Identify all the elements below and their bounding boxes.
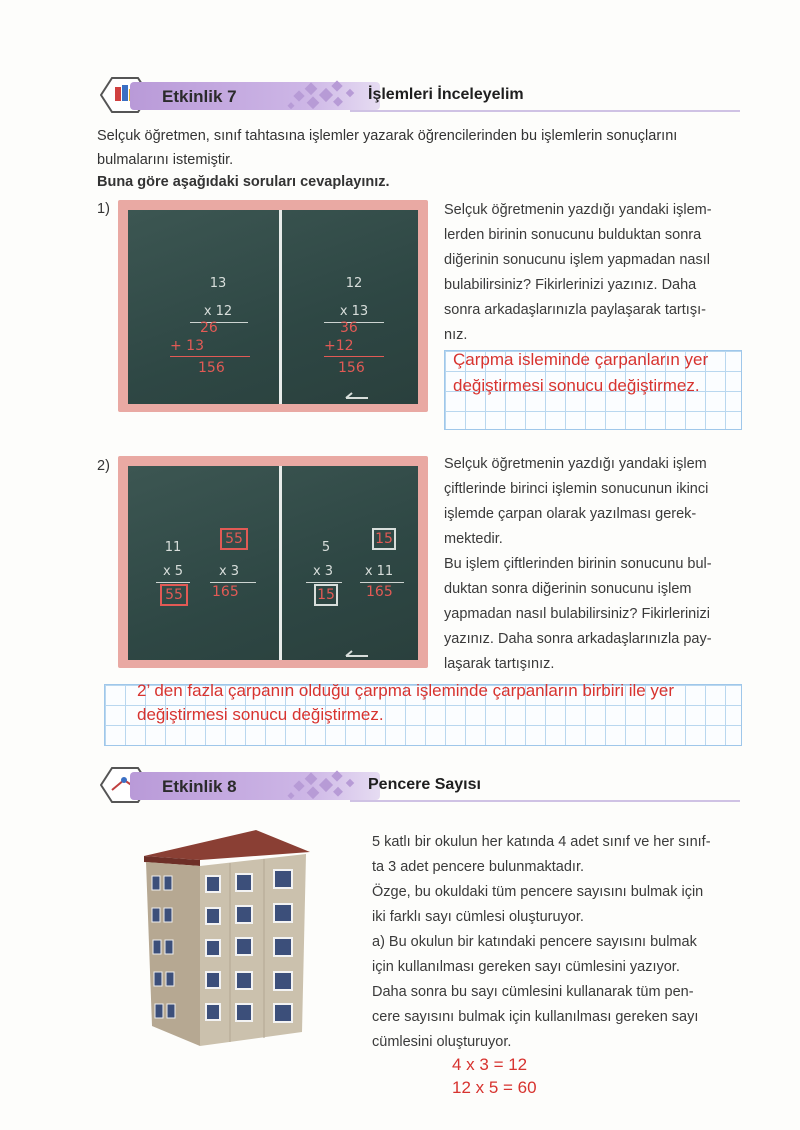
question-2-number: 2) bbox=[97, 458, 110, 474]
eraser-arrow-icon bbox=[344, 648, 370, 660]
q2-text-line: çiftlerinde birinci işlemin sonucunun ikinci bbox=[444, 481, 709, 497]
activity-8-header bbox=[100, 764, 740, 806]
q1-text-line: bulabilirsiniz? Fikirlerinizi yazınız. Daha bbox=[444, 277, 697, 293]
activity-label: Etkinlik 7 bbox=[162, 87, 237, 106]
answer-1-line-2: değiştirmesi sonucu değiştirmez. bbox=[453, 376, 700, 395]
board2-right2-a: 15 bbox=[372, 528, 396, 550]
board1-right-b: x 13 bbox=[339, 304, 369, 319]
a8-text-line: iki farklı sayı cümlesi oluşturuyor. bbox=[372, 909, 584, 925]
board2-left1-a: 11 bbox=[164, 540, 182, 555]
question-1-number: 1) bbox=[97, 201, 110, 217]
board2-right1-result: 15 bbox=[314, 584, 338, 606]
answer-8-line-2: 12 x 5 = 60 bbox=[452, 1078, 537, 1097]
board1-right-a: 12 bbox=[345, 276, 363, 291]
school-building-illustration bbox=[140, 826, 312, 1050]
q2-text-line: yapmadan nasıl bulabilirsiniz? Fikirlerinizi bbox=[444, 606, 710, 622]
board2-left2-a: 55 bbox=[220, 528, 248, 550]
board2-right2-b: x 11 bbox=[364, 564, 394, 579]
a8-text-line: cümlesini oluşturuyor. bbox=[372, 1034, 512, 1050]
question-2-text bbox=[444, 452, 742, 677]
board1-left-result: 156 bbox=[198, 360, 225, 376]
board2-right1-a: 5 bbox=[321, 540, 331, 555]
instruction: Buna göre aşağıdaki soruları cevaplayınız. bbox=[97, 174, 390, 190]
chalkboard-slate bbox=[128, 466, 418, 660]
chalkboard-2 bbox=[118, 456, 428, 668]
q2-text-line: duktan sonra diğerinin sonucunu işlem bbox=[444, 581, 692, 597]
a8-text-line: Daha sonra bu sayı cümlesini kullanarak tüm pen- bbox=[372, 984, 694, 1000]
board1-right-p2: +12 bbox=[324, 338, 354, 354]
activity-7-header bbox=[100, 74, 740, 116]
board1-left-b: x 12 bbox=[203, 304, 233, 319]
chalk-line bbox=[306, 582, 342, 583]
q2-text-line: laşarak tartışınız. bbox=[444, 656, 555, 672]
q2-text-line: yazınız. Daha sonra arkadaşlarınızla pay- bbox=[444, 631, 712, 647]
board2-right2-result: 165 bbox=[366, 584, 393, 600]
answer-8-line-1: 4 x 3 = 12 bbox=[452, 1055, 528, 1074]
board2-left2-b: x 3 bbox=[218, 564, 240, 579]
a8-text-line: cere sayısını bulmak için kullanılması gereken sayı bbox=[372, 1009, 699, 1025]
decorative-dots-icon bbox=[285, 766, 365, 804]
red-line bbox=[170, 356, 250, 357]
chalk-line bbox=[156, 582, 190, 583]
intro-line-1: Selçuk öğretmen, sınıf tahtasına işlemler yazarak öğrencilerinden bu işlemlerin sonuçlarını bbox=[97, 128, 678, 144]
eraser-arrow-icon bbox=[344, 390, 370, 402]
activity-label: Etkinlik 8 bbox=[162, 777, 237, 796]
answer-grid-1[interactable] bbox=[444, 350, 742, 430]
q2-text-line: Bu işlem çiftlerinden birinin sonucunu bul- bbox=[444, 556, 712, 572]
chalkboard-1 bbox=[118, 200, 428, 412]
answer-1-line-1: Çarpma isleminde çarpanların yer bbox=[453, 350, 709, 369]
a8-text-line: için kullanılması gereken sayı cümlesini yazıyor. bbox=[372, 959, 680, 975]
title-underline bbox=[350, 110, 740, 112]
board1-left-p1: 26 bbox=[200, 320, 218, 336]
intro-line-2: bulmalarını istemiştir. bbox=[97, 152, 234, 168]
answer-2-line-1: 2’ den fazla çarpanın olduğu çarpma işleminde çarpanların birbiri ile yer bbox=[137, 681, 675, 700]
activity-title: İşlemleri İnceleyelim bbox=[368, 86, 524, 103]
a8-text-line: 5 katlı bir okulun her katında 4 adet sınıf ve her sınıf- bbox=[372, 834, 711, 850]
q1-text-line: lerden birinin sonucunu bulduktan sonra bbox=[444, 227, 702, 243]
board2-left1-result: 55 bbox=[160, 584, 188, 606]
q2-text-line: işlemde çarpan olarak yazılması gerek- bbox=[444, 506, 697, 522]
a8-text-line: ta 3 adet pencere bulunmaktadır. bbox=[372, 859, 585, 875]
board1-left-p2: + 13 bbox=[170, 338, 204, 354]
chalk-line bbox=[190, 322, 248, 323]
chalk-line bbox=[210, 582, 256, 583]
board1-right-result: 156 bbox=[338, 360, 365, 376]
answer-grid-2[interactable] bbox=[104, 681, 742, 746]
q1-text-line: Selçuk öğretmenin yazdığı yandaki işlem- bbox=[444, 202, 712, 218]
board1-right-p1: 36 bbox=[340, 320, 358, 336]
question-1-text bbox=[444, 198, 742, 348]
chalkboard-slate bbox=[128, 210, 418, 404]
red-line bbox=[324, 356, 384, 357]
a8-text-line: Özge, bu okuldaki tüm pencere sayısını bulmak için bbox=[372, 884, 704, 900]
board2-left1-b: x 5 bbox=[162, 564, 184, 579]
activity-title: Pencere Sayısı bbox=[368, 776, 481, 793]
board2-right1-b: x 3 bbox=[312, 564, 334, 579]
activity-8-paragraph bbox=[372, 830, 742, 1055]
q1-text-line: nız. bbox=[444, 327, 468, 343]
board-divider bbox=[279, 210, 282, 404]
title-underline bbox=[350, 800, 740, 802]
q1-text-line: sonra arkadaşlarınızla paylaşarak tartışı- bbox=[444, 302, 706, 318]
board1-left-a: 13 bbox=[209, 276, 227, 291]
decorative-dots-icon bbox=[285, 76, 365, 114]
board-divider bbox=[279, 466, 282, 660]
chalk-line bbox=[360, 582, 404, 583]
q1-text-line: diğerinin sonucunu işlem yapmadan nasıl bbox=[444, 252, 710, 268]
board2-left2-result: 165 bbox=[212, 584, 239, 600]
a8-text-line: a) Bu okulun bir katındaki pencere sayısını bulmak bbox=[372, 934, 697, 950]
q2-text-line: Selçuk öğretmenin yazdığı yandaki işlem bbox=[444, 456, 707, 472]
q2-text-line: mektedir. bbox=[444, 531, 503, 547]
answer-2-line-2: değiştirmesi sonucu değiştirmez. bbox=[137, 705, 384, 724]
